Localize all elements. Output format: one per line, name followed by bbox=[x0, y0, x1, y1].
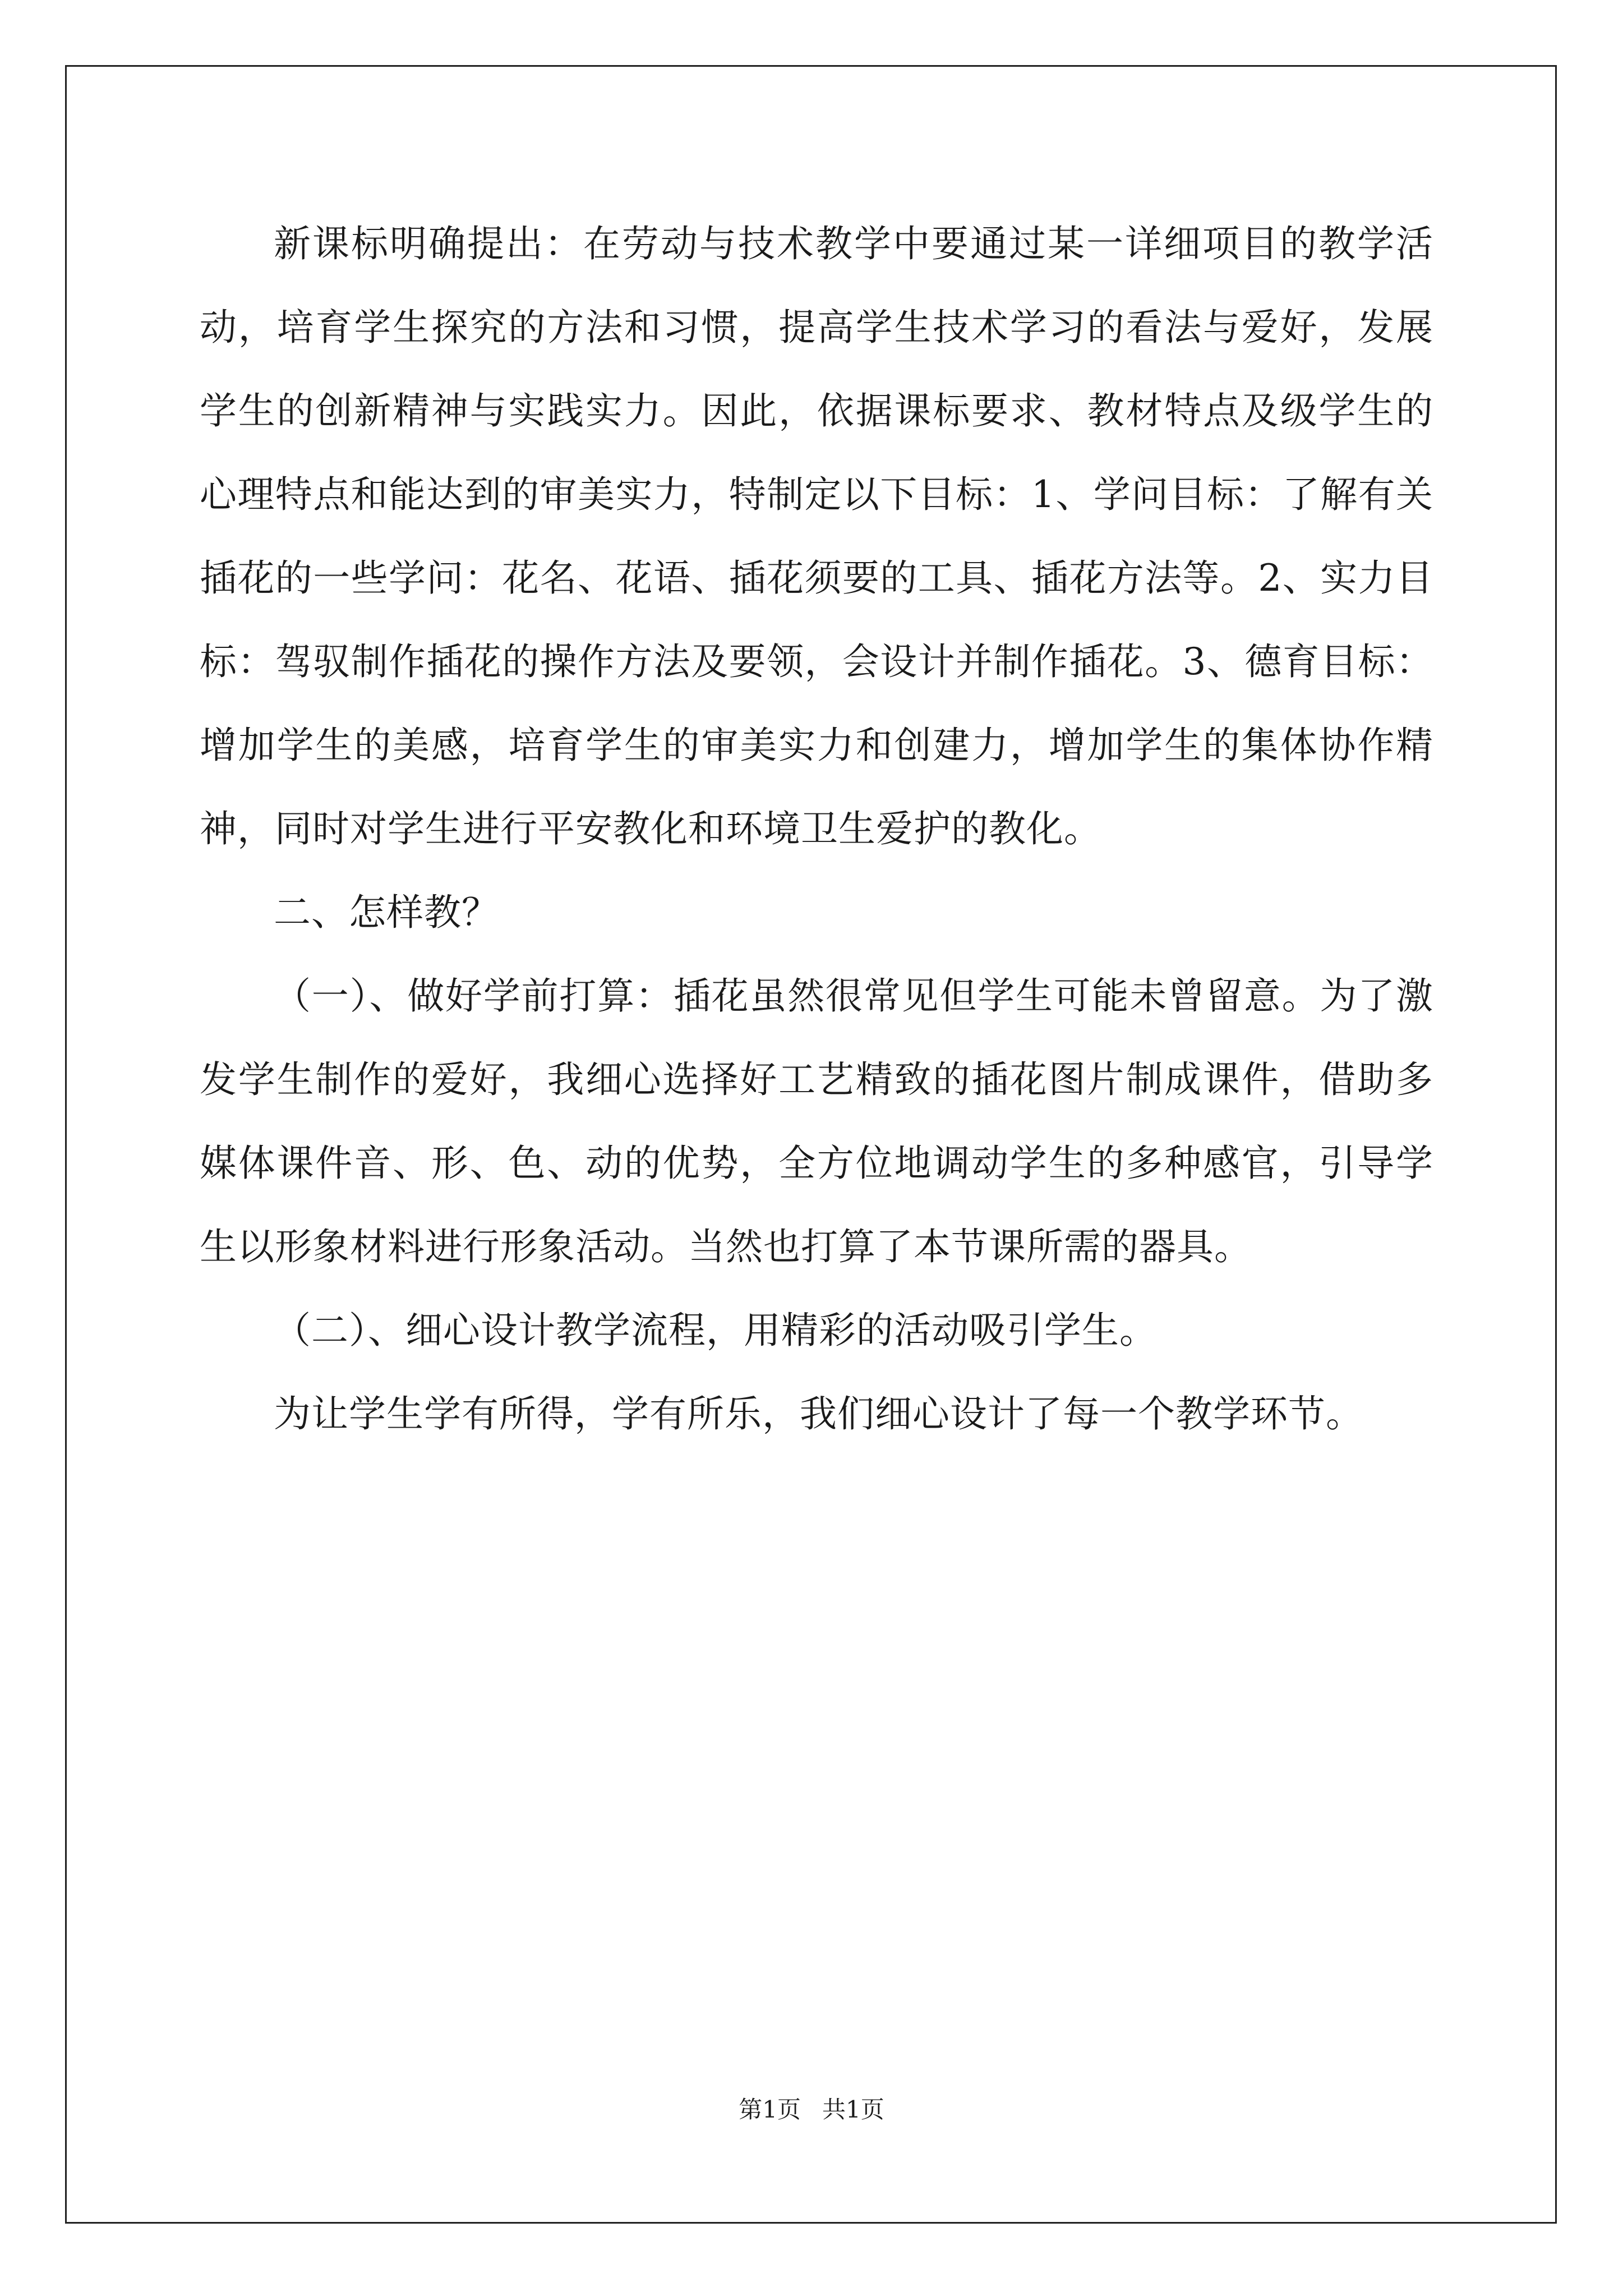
paragraph-objectives: 新课标明确提出：在劳动与技术教学中要通过某一详细项目的教学活动，培育学生探究的方法和习惯，提高学生技术学习的看法与爱好，发展学生的创新精神与实践实力。因此，依据课标要求、教材特点及级学生的心理特点和能达到的审美实力，特制定以下目标：1、学问目标：了解有关插花的一些学问：花名、花语、插花须要的工具、插花方法等。2、实力目标：驾驭制作插花的操作方法及要领，会设计并制作插花。3、德育目标：增加学生的美感，培育学生的审美实力和创建力，增加学生的集体协作精神，同时对学生进行平安教化和环境卫生爱护的教化。 bbox=[200, 222, 1433, 850]
section-heading-how-to-teach: 二、怎样教？ bbox=[274, 891, 499, 934]
paragraph-teaching-flow: （二）、细心设计教学流程，用精彩的活动吸引学生。 bbox=[274, 1309, 1157, 1352]
paragraph-design-steps: 为让学生学有所得，学有所乐，我们细心设计了每一个教学环节。 bbox=[274, 1392, 1363, 1435]
document-body bbox=[200, 202, 1433, 1456]
page-total: 共1页 bbox=[822, 2096, 884, 2123]
paragraph-preparation: （一）、做好学前打算：插花虽然很常见但学生可能未曾留意。为了激发学生制作的爱好，我细心选择好工艺精致的插花图片制成课件，借助多媒体课件音、形、色、动的优势，全方位地调动学生的多种感官，引导学生以形象材料进行形象活动。当然也打算了本节课所需的器具。 bbox=[200, 974, 1433, 1268]
page-footer bbox=[0, 2094, 1623, 2125]
page-number: 第1页 bbox=[739, 2096, 801, 2123]
